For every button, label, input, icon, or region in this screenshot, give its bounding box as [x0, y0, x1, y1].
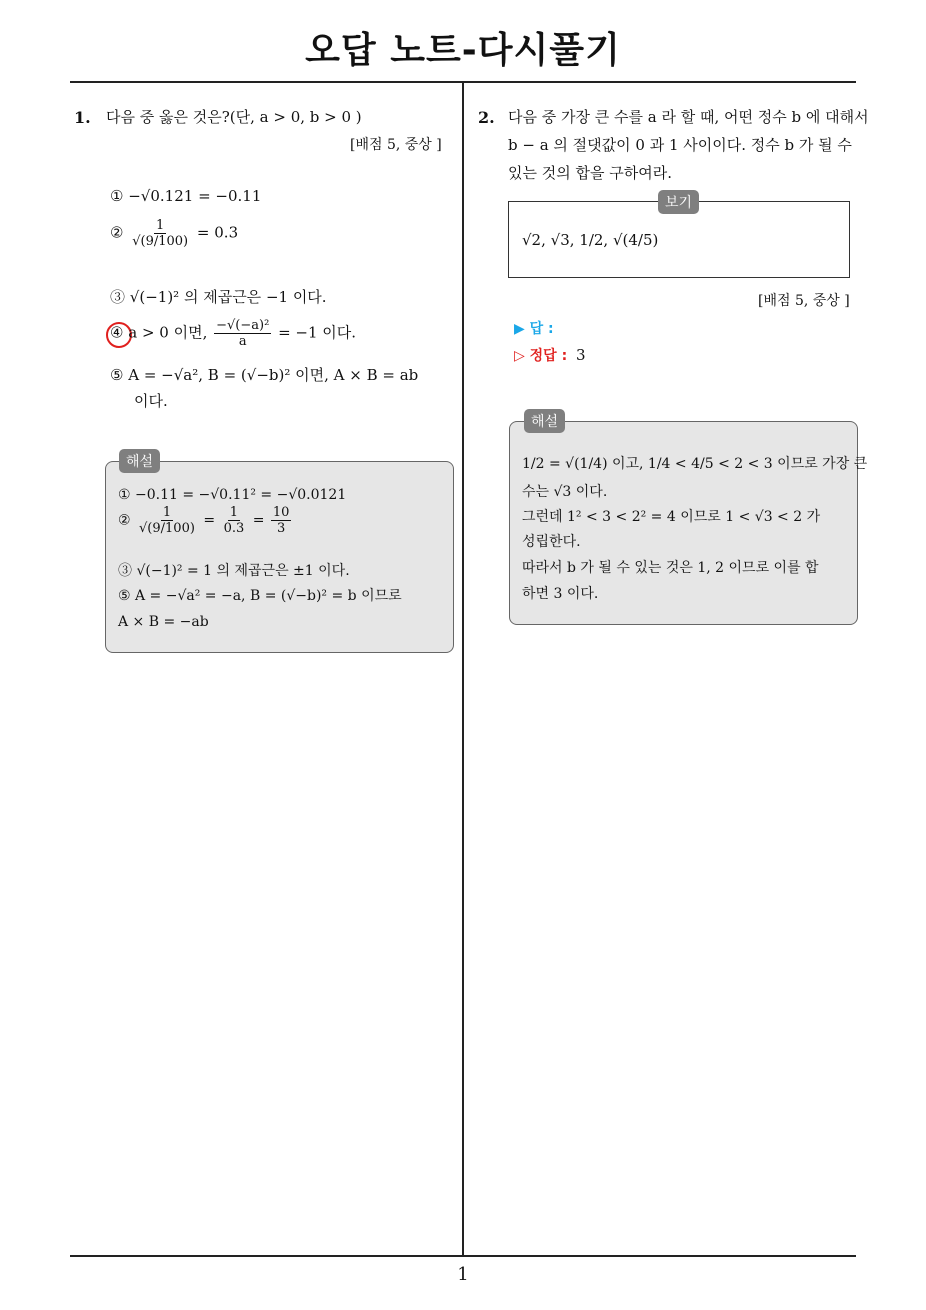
option-mark: ② — [110, 223, 124, 242]
option-mark: ① — [110, 187, 124, 205]
q2-bogi-tag: 보기 — [658, 190, 699, 214]
q2-line-2: b − a 의 절댓값이 0 과 1 사이이다. 정수 b 가 될 수 — [508, 136, 852, 154]
q1-expl-line-5: A × B = −ab — [118, 614, 209, 630]
q1-option-2[interactable] — [110, 218, 238, 249]
option-text: A = −√a², B = (√−b)² 이면, A × B = ab — [128, 366, 419, 384]
q2-explanation-tag: 해설 — [524, 409, 565, 433]
fraction: $\frac{1}{√(9/100)}$ — [139, 505, 195, 536]
q1-expl-line-2: ② $\frac{1}{√(9/100)}$ = $\frac{1}{0.3}$ = $\frac{10}{3}$ — [118, 505, 290, 536]
q1-expl-line-3: ③ √(−1)² = 1 의 제곱근은 ±1 이다. — [118, 563, 350, 579]
q2-line-1: 다음 중 가장 큰 수를 a 라 할 때, 어떤 정수 b 에 대해서 — [508, 108, 869, 126]
q1-option-3[interactable] — [110, 286, 327, 308]
q1-text: 다음 중 옳은 것은?(단, a > 0, b > 0 ) — [106, 108, 362, 126]
fraction: $\frac{1}{√(9/100)}$ — [132, 218, 189, 249]
q2-correct-answer — [514, 345, 586, 365]
q2-number: 2. — [478, 108, 495, 127]
q2-line-3: 있는 것의 합을 구하여라. — [508, 164, 672, 182]
q2-expl-line-5: 따라서 b 가 될 수 있는 것은 1, 2 이므로 이를 합 — [522, 560, 819, 576]
option-text: = 0.3 — [196, 223, 239, 242]
option-text: √(−1)² 의 제곱근은 −1 이다. — [129, 288, 327, 306]
option-mark: ⑤ — [110, 366, 124, 384]
q2-expl-line-3: 그런데 1² < 3 < 2² = 4 이므로 1 < √3 < 2 가 — [522, 509, 821, 525]
column-divider — [462, 82, 464, 1256]
q2-expl-line-4: 성립한다. — [522, 534, 581, 550]
q1-option-5[interactable] — [110, 364, 418, 386]
correct-label: ▷ 정답 : — [514, 348, 568, 364]
correct-value: 3 — [575, 346, 586, 364]
q2-expl-line-2: 수는 √3 이다. — [522, 484, 608, 500]
fraction: $\frac{1}{0.3}$ — [223, 505, 245, 536]
q1-expl-line-4: ⑤ A = −√a² = −a, B = (√−b)² = b 이므로 — [118, 588, 402, 604]
page-number: 1 — [457, 1264, 469, 1285]
q2-expl-line-1: 1/2 = √(1/4) 이고, 1/4 < 4/5 < 2 < 3 이므로 가장 큰 — [522, 456, 868, 472]
q1-option-4[interactable] — [110, 318, 356, 349]
q2-meta: [배점 5, 중상 ] — [758, 293, 850, 309]
option-text-rest: = −1 이다. — [278, 323, 357, 342]
q1-meta: [배점 5, 중상 ] — [350, 137, 442, 153]
q2-expl-line-6: 하면 3 이다. — [522, 586, 599, 602]
q1-option-1[interactable] — [110, 185, 261, 207]
q2-answer-label: ▶ 답 : — [514, 321, 554, 337]
q1-number: 1. — [74, 108, 91, 127]
fraction: $\frac{10}{3}$ — [272, 505, 290, 536]
fraction: $\frac{\text{−√(−a)²}}{a}$ — [216, 318, 270, 349]
option-text: −√0.121 = −0.11 — [128, 187, 262, 205]
footer-divider — [70, 1255, 856, 1257]
page-title: 오답 노트-다시풀기 — [305, 30, 621, 71]
q2-bogi-content: √2, √3, 1/2, √(4/5) — [522, 231, 659, 249]
option-mark: ③ — [110, 288, 126, 306]
option-text: a > 0 이면, — [128, 323, 208, 342]
q1-expl-line-1: ① −0.11 = −√0.11² = −√0.0121 — [118, 487, 347, 503]
q1-explanation-tag: 해설 — [119, 449, 160, 473]
q1-option-5-cont: 이다. — [134, 392, 168, 410]
option-mark: ④ — [110, 323, 124, 342]
